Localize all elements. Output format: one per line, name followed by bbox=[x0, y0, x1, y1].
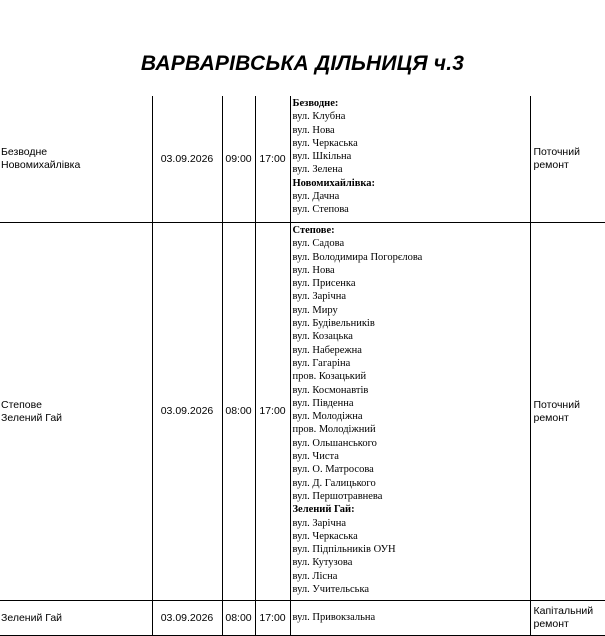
work-type-text: ремонт bbox=[534, 412, 605, 425]
street-item: вул. Шкільна bbox=[293, 150, 530, 163]
street-item: вул. Ольшанського bbox=[293, 437, 530, 450]
street-item: вул. Дачна bbox=[293, 190, 530, 203]
settlement-name: Зелений Гай bbox=[1, 412, 152, 425]
table-row bbox=[0, 601, 605, 636]
settlement-heading: Безводне: bbox=[293, 97, 530, 110]
table-row bbox=[0, 96, 605, 223]
end-time-cell: 17:00 bbox=[255, 601, 290, 636]
settlement-heading: Зелений Гай: bbox=[293, 503, 530, 516]
outage-schedule-table bbox=[0, 96, 605, 636]
street-item: вул. Будівельників bbox=[293, 317, 530, 330]
start-time-cell: 08:00 bbox=[222, 223, 255, 601]
street-item: вул. Нова bbox=[293, 124, 530, 137]
street-item: вул. Черкаська bbox=[293, 137, 530, 150]
street-item: вул. Черкаська bbox=[293, 530, 530, 543]
streets-cell bbox=[290, 96, 530, 223]
street-item: вул. Клубна bbox=[293, 110, 530, 123]
street-item: вул. О. Матросова bbox=[293, 463, 530, 476]
settlement-name: Новомихайлівка bbox=[1, 159, 152, 172]
street-item: вул. Зарічна bbox=[293, 290, 530, 303]
settlement-heading: Новомихайлівка: bbox=[293, 177, 530, 190]
street-item: вул. Д. Галицького bbox=[293, 477, 530, 490]
settlement-heading: Степове: bbox=[293, 224, 530, 237]
street-item: вул. Південна bbox=[293, 397, 530, 410]
street-item: вул. Космонавтів bbox=[293, 384, 530, 397]
street-item: пров. Молодіжний bbox=[293, 423, 530, 436]
street-item: вул. Молодіжна bbox=[293, 410, 530, 423]
street-item: вул. Підпільників ОУН bbox=[293, 543, 530, 556]
street-item: вул. Присенка bbox=[293, 277, 530, 290]
work-type-cell bbox=[530, 96, 605, 223]
settlement-cell bbox=[0, 601, 152, 636]
streets-cell bbox=[290, 223, 530, 601]
street-item: вул. Володимира Погорєлова bbox=[293, 251, 530, 264]
street-item: вул. Садова bbox=[293, 237, 530, 250]
streets-cell bbox=[290, 601, 530, 636]
street-item: пров. Козацький bbox=[293, 370, 530, 383]
work-type-text: ремонт bbox=[534, 618, 605, 631]
work-type-cell bbox=[530, 601, 605, 636]
work-type-cell bbox=[530, 223, 605, 601]
settlement-cell bbox=[0, 223, 152, 601]
street-item: вул. Козацька bbox=[293, 330, 530, 343]
work-type-text: Поточний bbox=[534, 146, 605, 159]
settlement-cell bbox=[0, 96, 152, 223]
street-item: вул. Зелена bbox=[293, 163, 530, 176]
table-row bbox=[0, 223, 605, 601]
start-time-cell: 08:00 bbox=[222, 601, 255, 636]
street-item: вул. Зарічна bbox=[293, 517, 530, 530]
end-time-cell: 17:00 bbox=[255, 96, 290, 223]
street-item: вул. Нова bbox=[293, 264, 530, 277]
settlement-name: Зелений Гай bbox=[1, 612, 152, 625]
settlement-name: Степове bbox=[1, 399, 152, 412]
page-title: ВАРВАРІВСЬКА ДІЛЬНИЦЯ ч.3 bbox=[0, 52, 605, 76]
street-item: вул. Степова bbox=[293, 203, 530, 216]
start-time-cell: 09:00 bbox=[222, 96, 255, 223]
work-type-text: Поточний bbox=[534, 399, 605, 412]
street-item: вул. Привокзальна bbox=[293, 611, 530, 624]
street-item: вул. Учительська bbox=[293, 583, 530, 596]
street-item: вул. Набережна bbox=[293, 344, 530, 357]
street-item: вул. Першотравнева bbox=[293, 490, 530, 503]
settlement-name: Безводне bbox=[1, 146, 152, 159]
street-item: вул. Лісна bbox=[293, 570, 530, 583]
date-cell: 03.09.2026 bbox=[152, 96, 222, 223]
work-type-text: ремонт bbox=[534, 159, 605, 172]
street-item: вул. Чиста bbox=[293, 450, 530, 463]
date-cell: 03.09.2026 bbox=[152, 601, 222, 636]
street-item: вул. Гагаріна bbox=[293, 357, 530, 370]
date-cell: 03.09.2026 bbox=[152, 223, 222, 601]
work-type-text: Капітальний bbox=[534, 605, 605, 618]
street-item: вул. Миру bbox=[293, 304, 530, 317]
street-item: вул. Кутузова bbox=[293, 556, 530, 569]
end-time-cell: 17:00 bbox=[255, 223, 290, 601]
